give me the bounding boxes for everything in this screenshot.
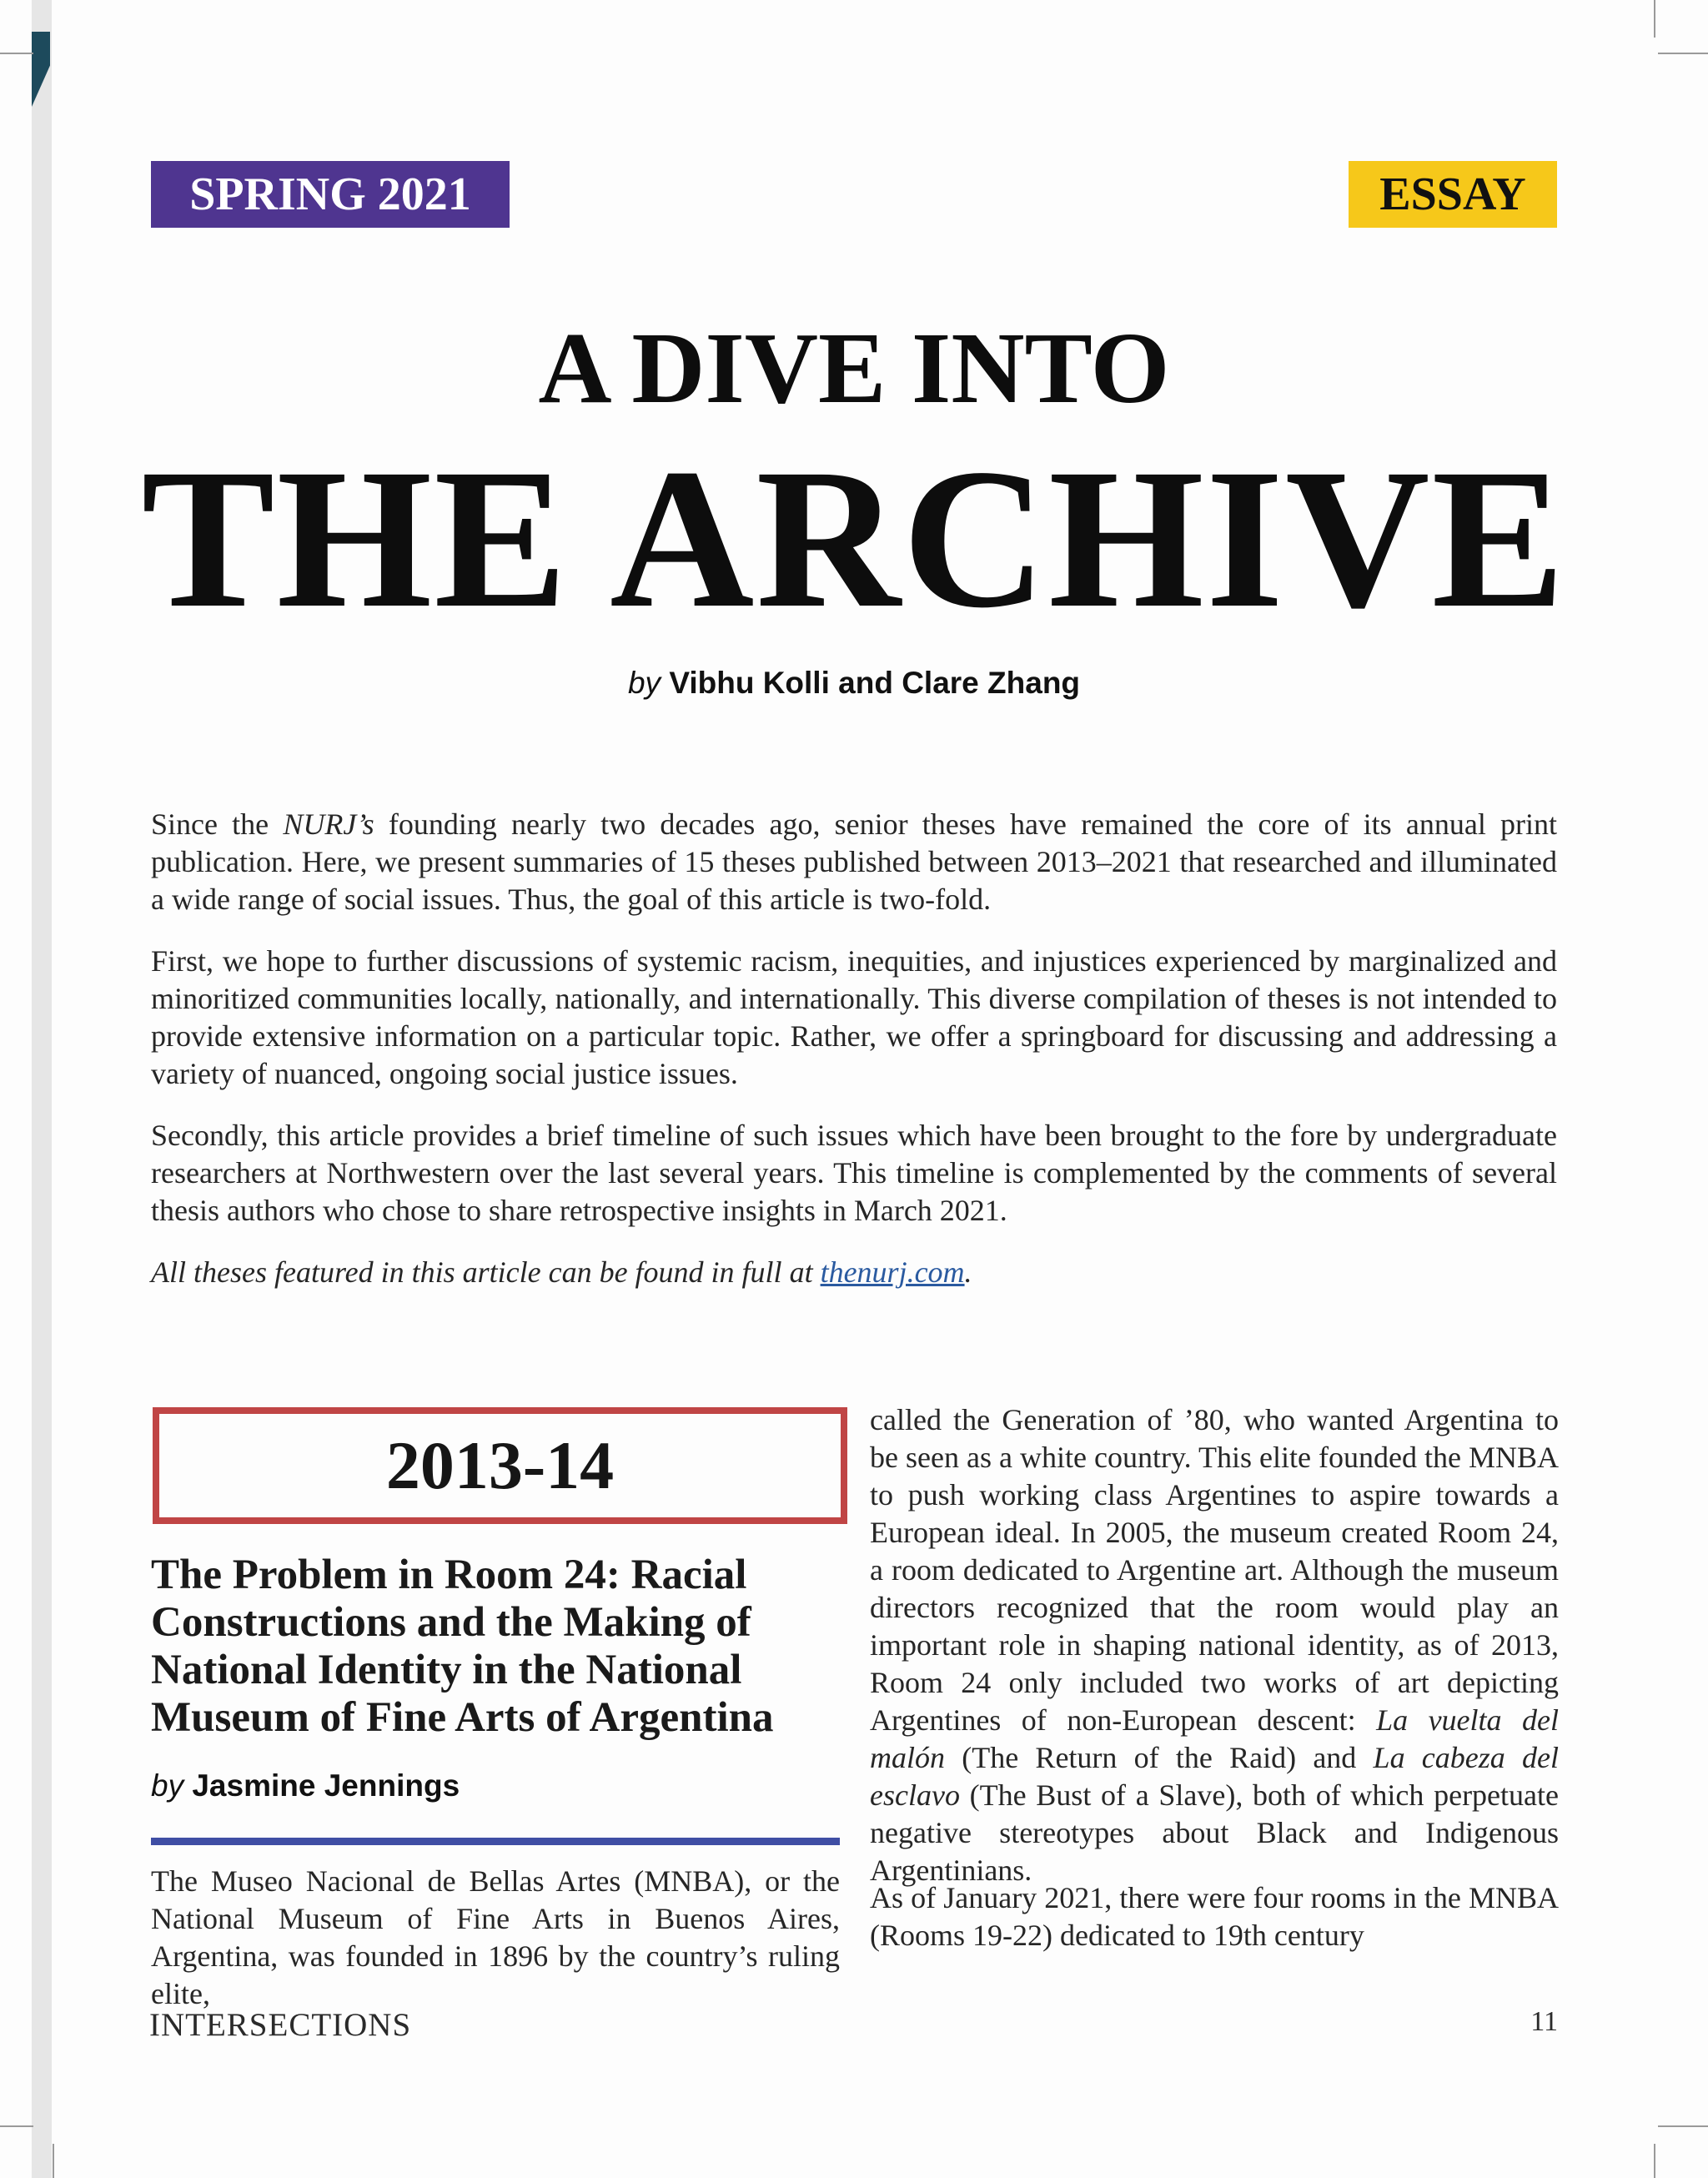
byline-prefix: by <box>627 666 661 700</box>
artwork-title-1: La vuelta del malón <box>870 1703 1559 1774</box>
intro-p4-end: . <box>964 1255 972 1289</box>
season-tag: SPRING 2021 <box>151 161 510 228</box>
section-rule <box>151 1838 840 1845</box>
article-byline <box>151 1768 460 1803</box>
intro-p1-rest: founding nearly two decades ago, senior theses have remained the core of its annual print publication. Here, we present summaries of 15 theses published between 2013–2021 that researched and illuminated a wide range of social issues. Thus, the goal of this article is two-fold. <box>151 807 1558 916</box>
crop-mark <box>1658 53 1708 54</box>
title-line-1: A DIVE INTO <box>538 312 1170 425</box>
intro-p1-journal: NURJ’s <box>283 807 374 841</box>
crop-mark <box>53 2144 54 2178</box>
article-title: The Problem in Room 24: Racial Constructions and the Making of National Identity in the National Museum of Fine Arts of Argentina <box>151 1552 774 1741</box>
intro-paragraph-4 <box>151 1254 1557 1291</box>
crop-mark <box>0 53 33 54</box>
article-author: Jasmine Jennings <box>192 1768 460 1803</box>
crop-mark <box>0 2125 33 2127</box>
page-number: 11 <box>1530 2006 1558 2037</box>
thenurj-link[interactable]: thenurj.com <box>820 1255 965 1289</box>
right-text-a: called the Generation of ’80, who wanted Argentina to be seen as a white country. This elite founded the MNBA to push working class Argentines to aspire towards a European ideal. In 2005, the museum created Room 24, a room dedicated to Argentine art. Although the museum directors recognized that the room would play an important role in shaping national identity, as of 2013, Room 24 only included two works of art depicting Argentines of non-European descent: <box>870 1403 1559 1737</box>
article-by-prefix: by <box>151 1768 184 1803</box>
intro-paragraph-3: Secondly, this article provides a brief timeline of such issues which have been brought to the fore by undergraduate researchers at Northwestern over the last several years. This timeline is complemented by the comments of several thesis authors who chose to share retrospective insights in March 2021. <box>151 1119 1557 1227</box>
crop-mark <box>1654 0 1655 38</box>
right-column-paragraph-2: As of January 2021, there were four rooms in the MNBA (Rooms 19-22) dedicated to 19th century <box>870 1881 1559 1952</box>
intro-p1-start: Since the <box>151 807 284 841</box>
year-heading-box: 2013-14 <box>153 1407 847 1524</box>
artwork-title-2: La cabeza del esclavo <box>870 1741 1559 1812</box>
essay-tag: ESSAY <box>1349 161 1557 228</box>
byline <box>0 666 1708 701</box>
intro-p4-text: All theses featured in this article can be found in full at <box>151 1255 821 1289</box>
right-column-paragraph-1 <box>870 1401 1559 1889</box>
crop-mark <box>1658 2125 1708 2127</box>
title-line-2: THE ARCHIVE <box>141 427 1567 649</box>
right-text-b: (The Return of the Raid) and <box>945 1741 1374 1774</box>
intro-paragraph-1 <box>151 806 1557 918</box>
crop-mark <box>1654 2144 1655 2178</box>
intro-paragraph-2: First, we hope to further discussions of systemic racism, inequities, and injustices experienced by marginalized and minoritized communities locally, nationally, and internationally. This diverse compilation of theses is not intended to provide extensive information on a particular topic. Rather, we offer a springboard for discussing and addressing a variety of nuanced, ongoing social justice issues. <box>151 944 1557 1090</box>
left-column-text: The Museo Nacional de Bellas Artes (MNBA), or the National Museum of Fine Arts in Buenos Aires, Argentina, was founded in 1896 by the country’s ruling elite, <box>151 1864 840 2010</box>
byline-authors: Vibhu Kolli and Clare Zhang <box>669 666 1081 700</box>
right-text-c: (The Bust of a Slave), both of which perpetuate negative stereotypes about Black and Indigenous Argentinians. <box>870 1778 1559 1887</box>
footer-publication: INTERSECTIONS <box>149 2007 412 2043</box>
